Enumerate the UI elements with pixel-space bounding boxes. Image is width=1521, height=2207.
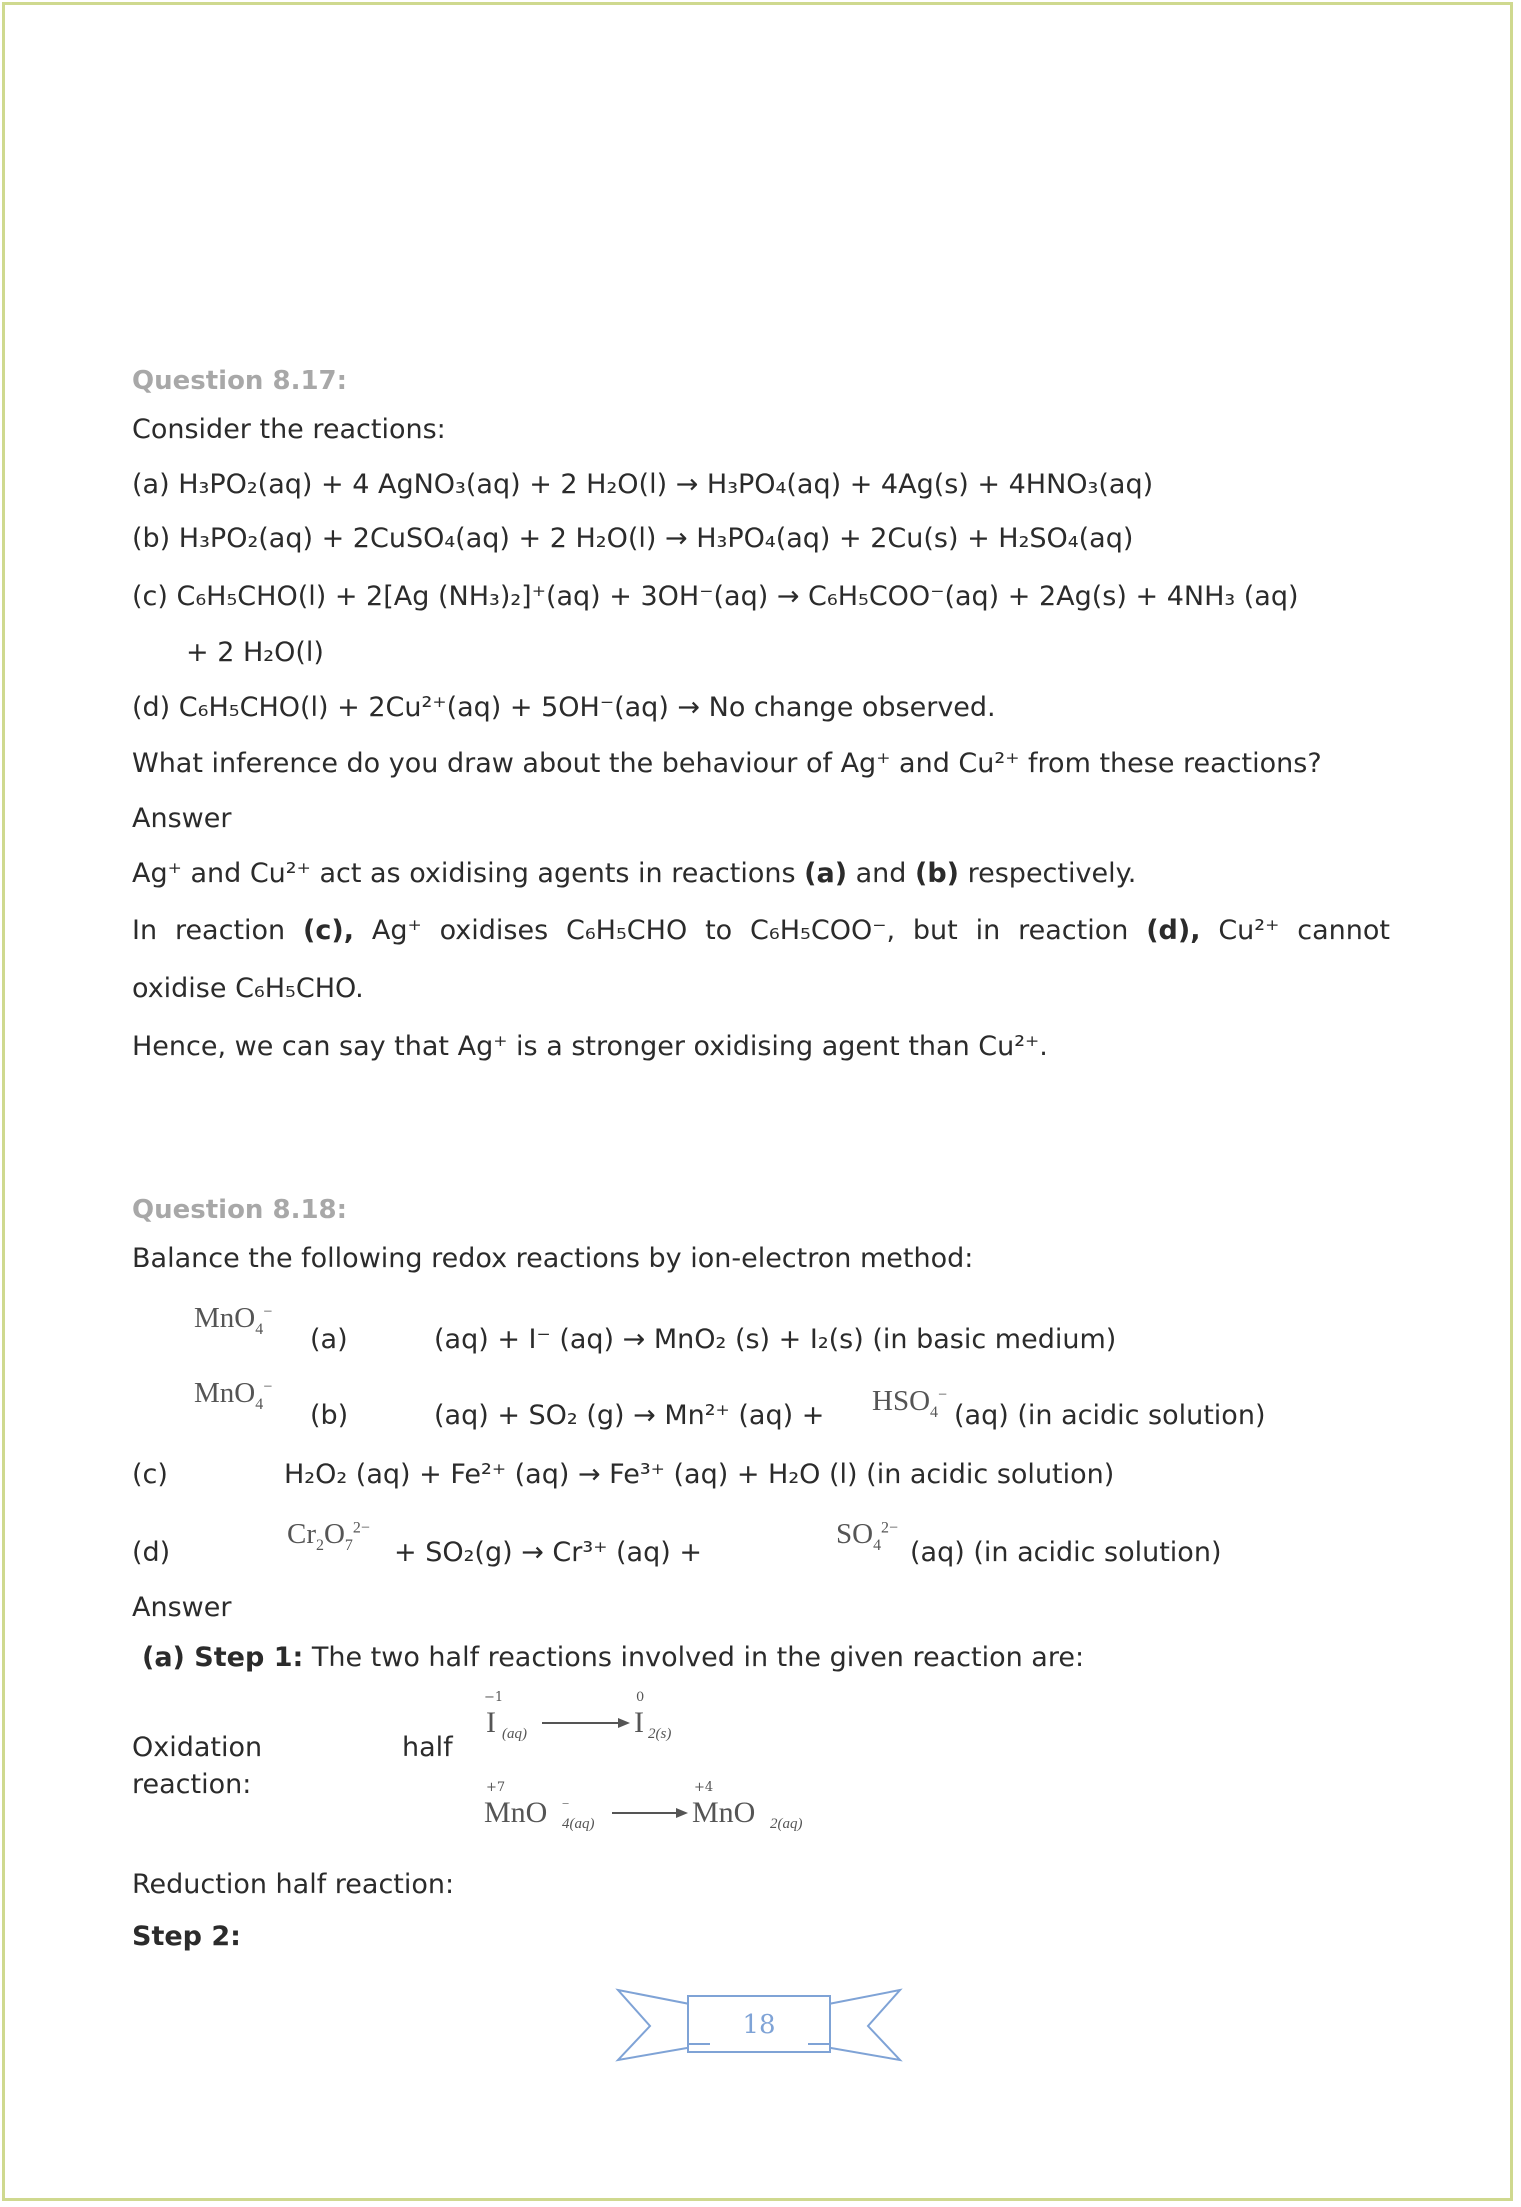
word: reaction <box>174 915 286 946</box>
word: Cu²⁺ <box>1218 915 1280 946</box>
red-left-species: MnO <box>484 1796 548 1829</box>
q818-c-text: H₂O₂ (aq) + Fe²⁺ (aq) → Fe³⁺ (aq) + H₂O (l) (in acidic solution) <box>284 1459 1115 1490</box>
formula-mno4-b: MnO$_4$− <box>194 1377 273 1413</box>
oxidation-label: Oxidation <box>132 1732 263 1763</box>
question-8-18-title: Question 8.18: <box>132 1195 348 1225</box>
reduction-half-reaction-label: Reduction half reaction: <box>132 1869 455 1900</box>
word: reaction <box>1018 915 1129 946</box>
red-right-state: 2(aq) <box>770 1816 803 1832</box>
q817-answer-line4: Hence, we can say that Ag⁺ is a stronger oxidising agent than Cu²⁺. <box>132 1031 1048 1062</box>
reaction-c-line1: (c) C₆H₅CHO(l) + 2[Ag (NH₃)₂]⁺(aq) + 3OH⁻(aq) → C₆H₅COO⁻(aq) + 2Ag(s) + 4NH₃ (aq) <box>132 581 1299 612</box>
step2-label <box>132 1921 241 1952</box>
ox-right-species: I <box>634 1706 644 1739</box>
q817-question: What inference do you draw about the behaviour of Ag⁺ and Cu²⁺ from these reactions? <box>132 748 1322 779</box>
q818-d-label: (d) <box>132 1537 171 1568</box>
answer-bold-a: (a) <box>804 858 848 889</box>
q818-a-text: (aq) + I⁻ (aq) → MnO₂ (s) + I₂(s) (in basic medium) <box>434 1324 1117 1355</box>
word: Ag⁺ <box>371 915 422 946</box>
reaction-d: (d) C₆H₅CHO(l) + 2Cu²⁺(aq) + 5OH⁻(aq) → No change observed. <box>132 692 996 723</box>
q817-answer-line1 <box>132 858 1136 889</box>
ox-right-state: 2(s) <box>648 1726 672 1742</box>
word: to <box>705 915 733 946</box>
formula-mno4-a: MnO$_4$− <box>194 1302 273 1338</box>
q818-a-label: (a) <box>310 1324 348 1355</box>
page-number-ribbon <box>614 1986 904 2066</box>
q818-step1 <box>142 1642 1084 1673</box>
reduction-half-equation <box>484 1780 884 1850</box>
red-right-species: MnO <box>692 1796 756 1829</box>
red-left-charge: − <box>562 1796 570 1811</box>
question-8-17-title: Question 8.17: <box>132 366 348 396</box>
q818-b-tail: (aq) (in acidic solution) <box>954 1400 1266 1431</box>
red-right-oxidation-number: +4 <box>694 1780 714 1795</box>
q818-c-label: (c) <box>132 1459 168 1490</box>
step1-text: The two half reactions involved in the given reaction are: <box>303 1642 1085 1673</box>
word: In <box>132 915 158 946</box>
answer-text: and <box>847 858 916 889</box>
formula-so4: $SO_4^{2-}$ <box>836 1518 899 1554</box>
q817-intro: Consider the reactions: <box>132 414 446 445</box>
reaction-b: (b) H₃PO₂(aq) + 2CuSO₄(aq) + 2 H₂O(l) → H₃PO₄(aq) + 2Cu(s) + H₂SO₄(aq) <box>132 523 1134 554</box>
word: but <box>912 915 958 946</box>
ox-left-oxidation-number: −1 <box>484 1690 504 1705</box>
answer-bold-b: (b) <box>915 858 960 889</box>
word: oxidises <box>439 915 549 946</box>
red-left-oxidation-number: +7 <box>486 1780 506 1795</box>
q818-answer-label: Answer <box>132 1592 232 1623</box>
answer-text: Ag⁺ and Cu²⁺ act as oxidising agents in reactions <box>132 858 805 889</box>
word: C₆H₅CHO <box>566 915 688 946</box>
word: in <box>975 915 1001 946</box>
answer-text: respectively. <box>959 858 1137 889</box>
arrow-icon <box>542 1716 630 1730</box>
reaction-a: (a) H₃PO₂(aq) + 4 AgNO₃(aq) + 2 H₂O(l) → H₃PO₄(aq) + 4Ag(s) + 4HNO₃(aq) <box>132 469 1154 500</box>
oxidation-half-equation <box>484 1690 844 1760</box>
step1-label: (a) Step 1: <box>142 1642 304 1673</box>
step2-label-text: Step 2: <box>132 1921 241 1952</box>
q817-answer-line3: oxidise C₆H₅CHO. <box>132 973 364 1004</box>
q817-answer-label: Answer <box>132 803 232 834</box>
ox-right-oxidation-number: 0 <box>636 1690 645 1705</box>
arrow-icon <box>612 1806 688 1820</box>
q817-answer-line2 <box>132 915 1390 946</box>
word-bold: (d), <box>1146 915 1201 946</box>
word: C₆H₅COO⁻, <box>750 915 896 946</box>
formula-cr2o7: $Cr_2O_7^{2-}$ <box>287 1518 370 1554</box>
q818-d-tail: (aq) (in acidic solution) <box>910 1537 1222 1568</box>
word: cannot <box>1297 915 1390 946</box>
q818-b-text: (aq) + SO₂ (g) → Mn²⁺ (aq) + <box>434 1400 825 1431</box>
q818-b-label: (b) <box>310 1400 349 1431</box>
half-label: half <box>402 1732 453 1763</box>
ox-left-state: (aq) <box>502 1726 527 1742</box>
oxidation-reaction-label: reaction: <box>132 1769 252 1800</box>
q818-d-text: + SO₂(g) → Cr³⁺ (aq) + <box>394 1537 702 1568</box>
red-left-state: 4(aq) <box>562 1816 595 1832</box>
ox-left-species: I <box>486 1706 496 1739</box>
reaction-c-line2: + 2 H₂O(l) <box>186 637 324 668</box>
page-number: 18 <box>742 2010 776 2040</box>
q818-intro: Balance the following redox reactions by ion-electron method: <box>132 1243 974 1274</box>
word-bold: (c), <box>303 915 354 946</box>
formula-hso4: $HSO_4^-$ <box>872 1385 947 1421</box>
